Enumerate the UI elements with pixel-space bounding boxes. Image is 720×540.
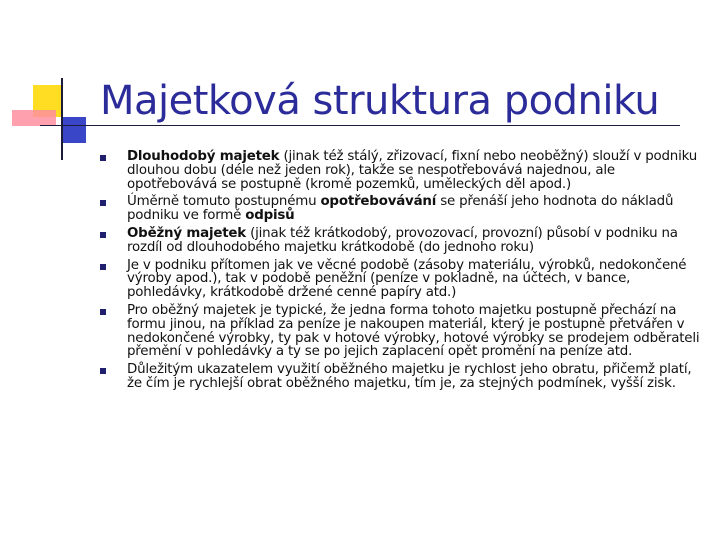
title-underline	[40, 125, 680, 126]
square-bullet-icon	[100, 200, 106, 206]
list-item	[100, 195, 700, 223]
square-bullet-icon	[100, 368, 106, 374]
keyword: odpisů	[245, 208, 295, 224]
item-text: Důležitým ukazatelem využití oběžného majetku je rychlost jeho obratu, přičemž platí, že čím je rychlejší obrat oběžného majetku, tím je, za stejných podmínek, vyšší zisk.	[127, 362, 692, 391]
item-text: (jinak též krátkodobý, provozovací, provozní) působí v podniku na rozdíl od dlouhodobého majetku krátkodobě (do jednoho roku)	[127, 225, 678, 255]
item-text: (jinak též stálý, zřizovací, fixní nebo neoběžný) slouží v podniku dlouhou dobu (déle než jeden rok), takže se nespotřebovává najednou, ale opotřebovává se postupně (kromě pozemků, uměleckých děl apod.)	[127, 149, 698, 192]
bullet-list	[100, 150, 700, 395]
list-item	[100, 227, 700, 255]
slide-title: Majetková struktura podniku	[100, 78, 660, 124]
list-item	[100, 304, 700, 359]
keyword: Oběžný majetek	[127, 225, 247, 241]
item-text: se přenáší jeho hodnota do nákladů podniku ve formě	[127, 194, 674, 224]
list-item	[100, 363, 700, 391]
item-text: Je v podniku přítomen jak ve věcné podobě (zásoby materiálu, výrobků, nedokončené výroby apod.), tak v podobě peněžní (peníze v pokladně, na účtech, v bance, pohledávky, krátkodobě držené cenné papíry atd.)	[127, 257, 687, 301]
list-item	[100, 259, 700, 300]
item-text: Úměrně tomuto postupnému	[127, 194, 321, 210]
list-item	[100, 150, 700, 191]
square-bullet-icon	[100, 264, 106, 270]
decorative-red-square	[12, 110, 56, 126]
decorative-vertical-line	[61, 78, 63, 160]
decorative-blue-square	[62, 117, 86, 143]
keyword: Dlouhodobý majetek	[127, 149, 280, 164]
square-bullet-icon	[100, 309, 106, 315]
keyword: opotřebovávání	[320, 194, 437, 210]
square-bullet-icon	[100, 232, 106, 238]
item-text: Pro oběžný majetek je typické, že jedna forma tohoto majetku postupně přechází na formu jinou, na příklad za peníze je nakoupen materiál, který je postupně přetvářen v nedokončené výrobky, ty pak v hotové výrobky, hotové výrobky se prodejem odběrateli přemění v pohledávky a ty se po jejich zaplacení opět promění na peníze atd.	[127, 302, 700, 360]
square-bullet-icon	[100, 155, 106, 161]
